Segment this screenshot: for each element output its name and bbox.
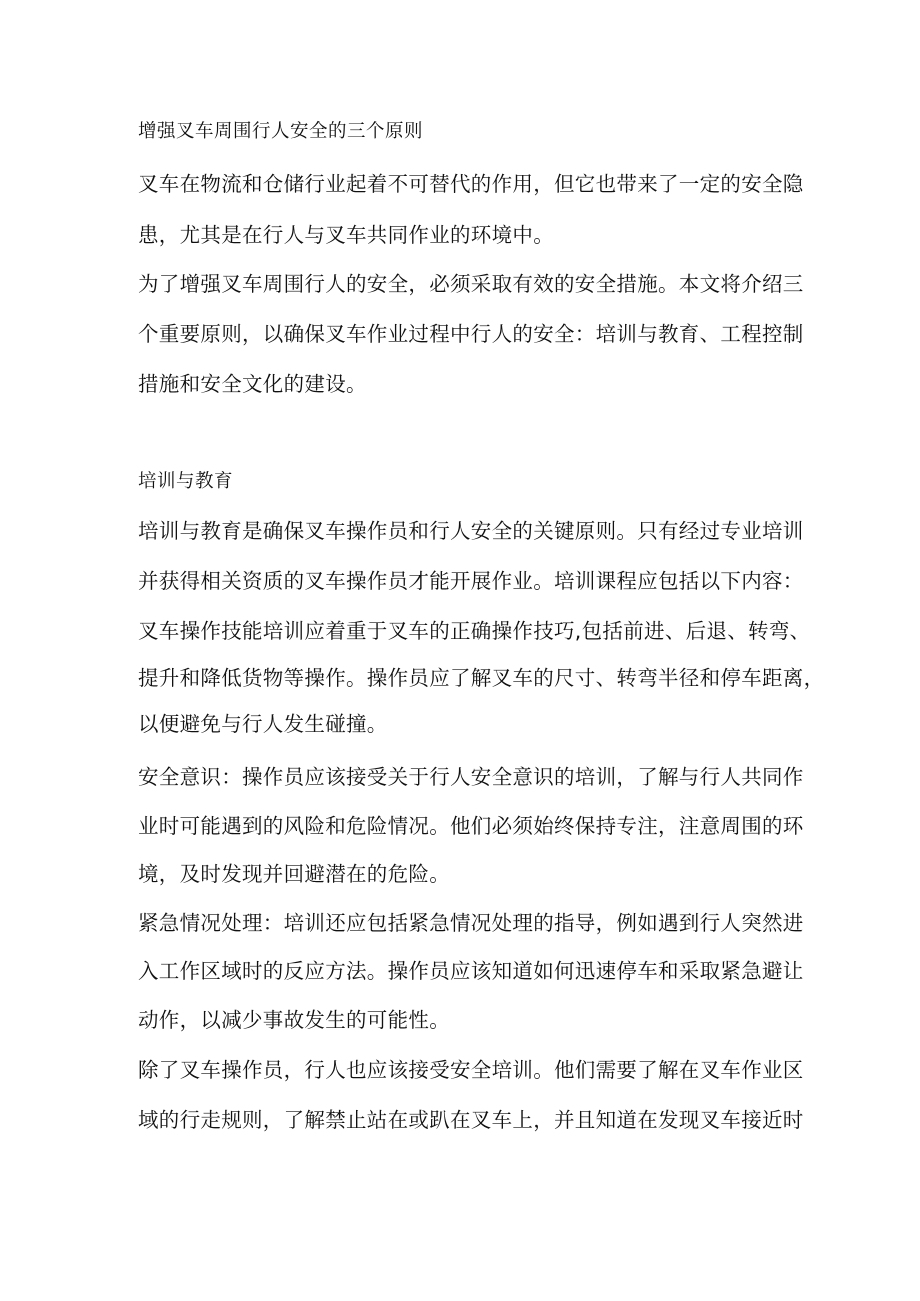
section-paragraph-5-line-1: 除了叉车操作员，行人也应该接受安全培训。他们需要了解在叉车作业区 bbox=[138, 1058, 804, 1082]
intro-paragraph-1-line-1: 叉车在物流和仓储行业起着不可替代的作用，但它也带来了一定的安全隐 bbox=[138, 172, 804, 196]
section-paragraph-5-line-2: 域的行走规则，了解禁止站在或趴在叉车上，并且知道在发现叉车接近时 bbox=[138, 1108, 804, 1132]
intro-paragraph-2-line-2: 个重要原则，以确保叉车作业过程中行人的安全：培训与教育、工程控制 bbox=[138, 322, 804, 346]
section-paragraph-2-line-3: 以便避免与行人发生碰撞。 bbox=[138, 712, 388, 736]
section-paragraph-2-line-1: 叉车操作技能培训应着重于叉车的正确操作技巧,包括前进、后退、转弯、 bbox=[138, 619, 811, 643]
section-paragraph-1-line-2: 并获得相关资质的叉车操作员才能开展作业。培训课程应包括以下内容： bbox=[138, 569, 804, 593]
section-paragraph-3-line-2: 业时可能遇到的风险和危险情况。他们必须始终保持专注，注意周围的环 bbox=[138, 814, 804, 838]
section-paragraph-3-line-1: 安全意识：操作员应该接受关于行人安全意识的培训，了解与行人共同作 bbox=[138, 765, 804, 789]
section-paragraph-4-line-2: 入工作区域时的反应方法。操作员应该知道如何迅速停车和采取紧急避让 bbox=[138, 959, 804, 983]
section-paragraph-1-line-1: 培训与教育是确保叉车操作员和行人安全的关键原则。只有经过专业培训 bbox=[138, 519, 804, 543]
section-paragraph-4-line-1: 紧急情况处理：培训还应包括紧急情况处理的指导，例如遇到行人突然进 bbox=[138, 911, 804, 935]
section-heading: 培训与教育 bbox=[138, 471, 234, 492]
document-title: 增强叉车周围行人安全的三个原则 bbox=[138, 121, 424, 142]
intro-paragraph-1-line-2: 患，尤其是在行人与叉车共同作业的环境中。 bbox=[138, 223, 554, 247]
intro-paragraph-2-line-1: 为了增强叉车周围行人的安全，必须采取有效的安全措施。本文将介绍三 bbox=[138, 272, 804, 296]
section-paragraph-3-line-3: 境，及时发现并回避潜在的危险。 bbox=[138, 862, 450, 886]
section-paragraph-2-line-2: 提升和降低货物等操作。操作员应了解叉车的尺寸、转弯半径和停车距离， bbox=[138, 666, 825, 690]
section-paragraph-4-line-3: 动作，以减少事故发生的可能性。 bbox=[138, 1008, 450, 1032]
intro-paragraph-2-line-3: 措施和安全文化的建设。 bbox=[138, 372, 367, 396]
